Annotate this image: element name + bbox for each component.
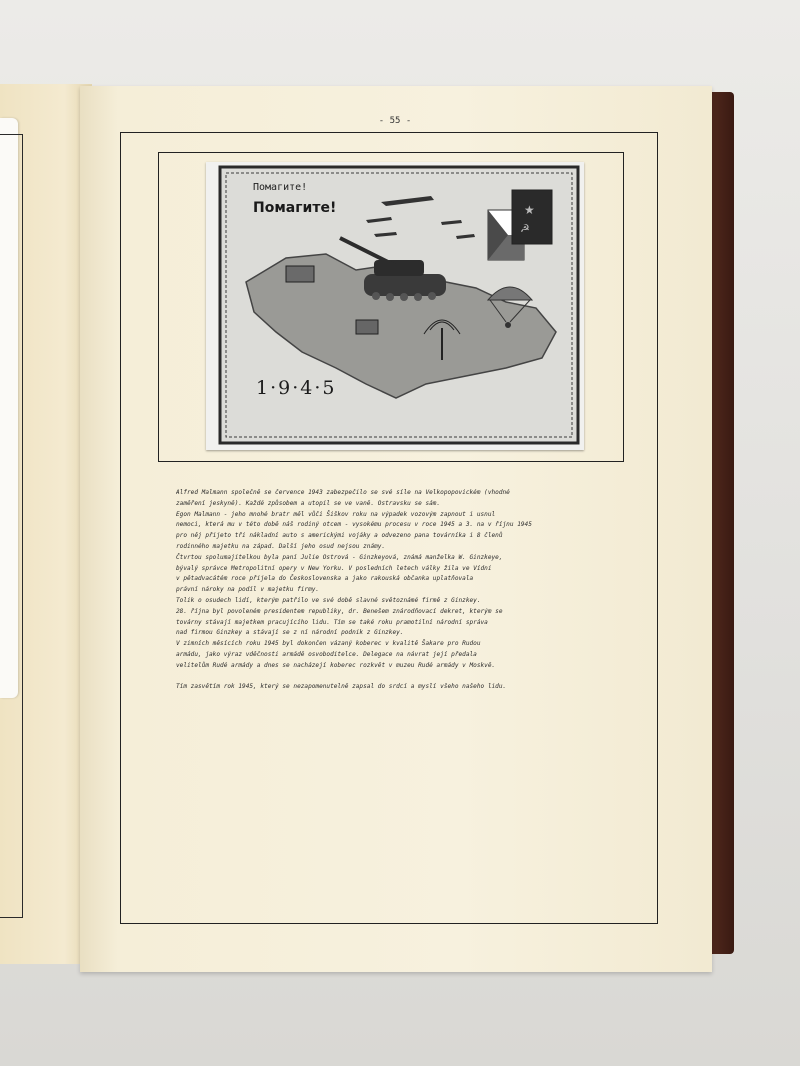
flag-soviet — [512, 190, 552, 244]
text-line: nemoci, která mu v této době náš rodiný otcem - vysokému procesu v roce 1945 a 3. na v říjnu 1945 — [176, 521, 532, 529]
text-line: Čtvrtou spolumajitelkou byla paní Julie Ostrová - Ginzkeyová, známá manželka W. Ginzkeye, — [176, 553, 503, 561]
handwritten-text — [176, 488, 616, 692]
text-line: 28. října byl povoleném presidentem republiky, dr. Benešem znárodňovací dekret, kterým se — [176, 607, 503, 615]
text-line: rodinného majetku na západ. Další jeho osud nejsou známy. — [176, 542, 386, 550]
poster-title: Помагите! — [253, 200, 337, 216]
text-line: v pětadvacátém roce přijela do Československa a jako rakouská občanka uplatňovala — [176, 575, 474, 583]
text-line: armádu, jako výraz vděčnosti armádě osvoboditelce. Delegace na návrat její předala — [176, 650, 477, 658]
text-line: Tím zasvětím rok 1945, který se nezapomenutelně zapsal do srdcí a myslí všeho našeho lidu. — [176, 682, 507, 690]
svg-text:☭: ☭ — [520, 222, 530, 235]
text-line: zaměření jeskyně). Každé způsobem a utopil se ve vaně. Ostravsku se sám. — [176, 499, 441, 507]
text-line: Egon Malmann - jeho mnohé bratr měl vůči Šiškov roku na výpadek vozovým zapnout i usnul — [176, 510, 496, 518]
page-number: - 55 - — [378, 116, 412, 126]
text-line: pro něj přijeto tři nákladní auto s americkými vojáky a odvezeno pana továrníka i 8 členů — [176, 532, 503, 540]
castle-icon — [286, 266, 314, 282]
building-icon — [356, 320, 378, 334]
text-line — [176, 672, 616, 682]
poster-year: 1·9·4·5 — [256, 377, 337, 399]
text-line: továrny stávají majetkem pracujícího lidu. Tím se také roku pramotilní národní správa — [176, 618, 488, 626]
text-line: právní nároky na podíl v majetku firmy. — [176, 586, 320, 594]
text-line: bývalý správce Metropolitní opery v New Yorku. V posledních letech války žila ve Vídni — [176, 564, 492, 572]
text-line: Tolik o osudech lidí, kterým patřilo ve své době slavné světoznámé firmě z Ginzkey. — [176, 596, 481, 604]
text-line: velitelům Rudé armády a dnes se nacházejí koberec rozkvět v muzeu Rudé armády v Moskvě. — [176, 661, 496, 669]
text-line: V zimních měsících roku 1945 byl dokončen vázaný koberec v kvalitě Šakare pro Rudou — [176, 640, 481, 648]
text-line: nad firmou Ginzkey a stávají se z ní národní podnik z Ginzkey. — [176, 629, 404, 637]
left-page-frame — [0, 134, 23, 918]
poster-photo — [206, 162, 584, 450]
svg-text:★: ★ — [524, 203, 535, 217]
poster-title-small: Помагите! — [253, 182, 308, 193]
text-line: Alfred Malmann společně se července 1943 zabezpečilo se své síle na Velkopopovickém (vhodné — [176, 489, 510, 496]
